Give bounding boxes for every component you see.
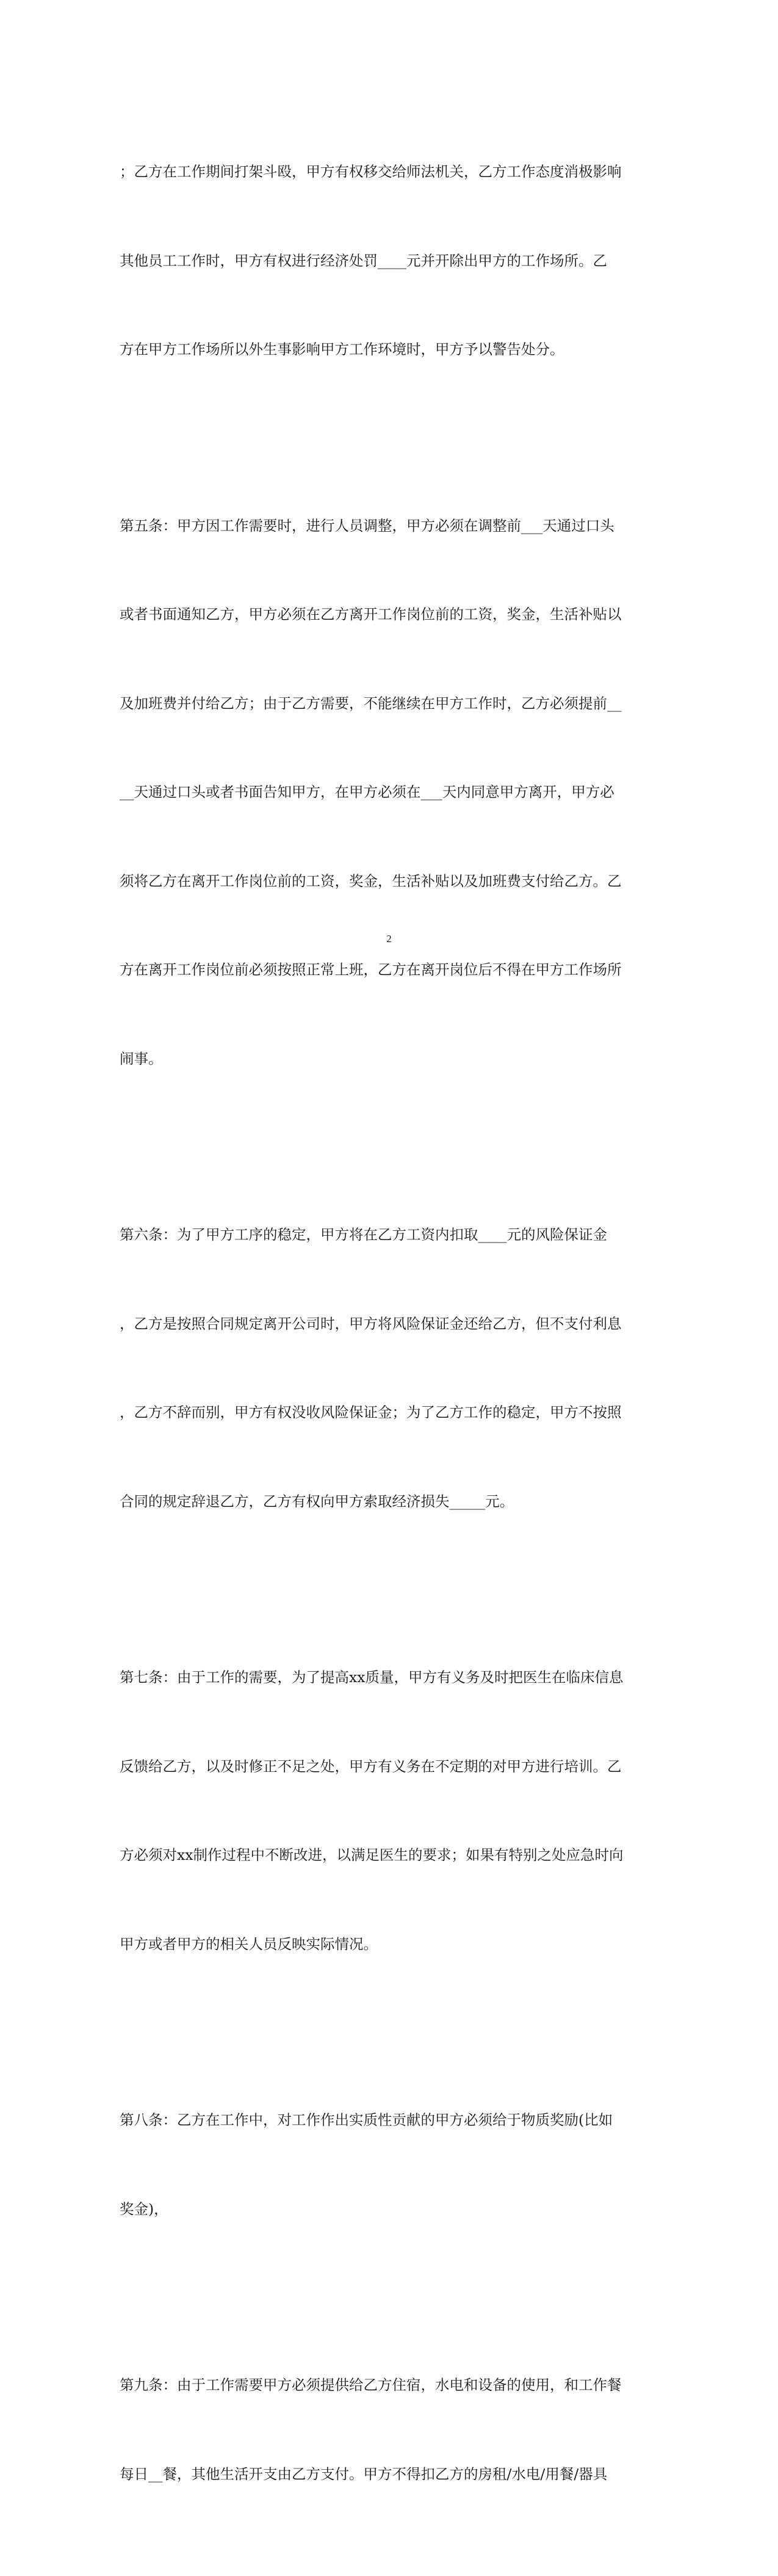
text-line: 第八条：乙方在工作中，对工作作出实质性贡献的甲方必须给于物质奖励(比如: [120, 2111, 613, 2128]
text-line: ，乙方是按照合同规定离开公司时，甲方将风险保证金还给乙方，但不支付利息: [120, 1315, 622, 1332]
text-line: 须将乙方在离开工作岗位前的工资，奖金，生活补贴以及加班费支付给乙方。乙: [120, 872, 622, 890]
paragraph-article-8: [120, 2046, 657, 2283]
page-number: 2: [386, 933, 392, 945]
text-line: 方必须对xx制作过程中不断改进，以满足医生的要求；如果有特别之处应急时向: [120, 1846, 624, 1863]
text-line: 方在离开工作岗位前必须按照正常上班，乙方在离开岗位后不得在甲方工作场所: [120, 961, 622, 978]
text-line: 奖金)，: [120, 2200, 168, 2218]
paragraph-article-5: [120, 452, 657, 1133]
paragraph-continuation: [120, 98, 657, 424]
text-line: 其他员工工作时，甲方有权进行经济处罚____元并开除出甲方的工作场所。乙: [120, 252, 607, 269]
text-line: 甲方或者甲方的相关人员反映实际情况。: [120, 1935, 378, 1953]
text-line: ，乙方不辞而别，甲方有权没收风险保证金；为了乙方工作的稳定，甲方不按照: [120, 1404, 622, 1421]
text-line: 及加班费并付给乙方；由于乙方需要，不能继续在甲方工作时，乙方必须提前__: [120, 694, 622, 712]
text-line: 第五条：甲方因工作需要时，进行人员调整，甲方必须在调整前___天通过口头: [120, 517, 614, 534]
paragraph-article-6: [120, 1161, 657, 1575]
text-line: ；乙方在工作期间打架斗殴，甲方有权移交给师法机关，乙方工作态度消极影响: [120, 163, 622, 180]
text-line: 每日__餐，其他生活开支由乙方支付。甲方不得扣乙方的房租/水电/用餐/器具: [120, 2465, 608, 2483]
paragraph-article-7: [120, 1603, 657, 2018]
text-line: __天通过口头或者书面告知甲方，在甲方必须在___天内同意甲方离开，甲方必: [120, 783, 614, 800]
text-line: 合同的规定辞退乙方，乙方有权向甲方索取经济损失_____元。: [120, 1492, 514, 1510]
text-line: 反馈给乙方，以及时修正不足之处，甲方有义务在不定期的对甲方进行培训。乙: [120, 1757, 622, 1775]
text-line: 或者书面通知乙方，甲方必须在乙方离开工作岗位前的工资，奖金，生活补贴以: [120, 606, 622, 623]
document-body: [120, 98, 657, 2576]
text-line: 闹事。: [120, 1050, 163, 1067]
text-line: 第七条：由于工作的需要，为了提高xx质量，甲方有义务及时把医生在临床信息: [120, 1669, 624, 1686]
text-line: 方在甲方工作场所以外生事影响甲方工作环境时，甲方予以警告处分。: [120, 341, 564, 358]
text-line: 第九条：由于工作需要甲方必须提供给乙方住宿，水电和设备的使用，和工作餐: [120, 2376, 622, 2393]
paragraph-article-9: [120, 2311, 657, 2548]
text-line: 第六条：为了甲方工序的稳定，甲方将在乙方工资内扣取____元的风险保证金: [120, 1226, 607, 1243]
